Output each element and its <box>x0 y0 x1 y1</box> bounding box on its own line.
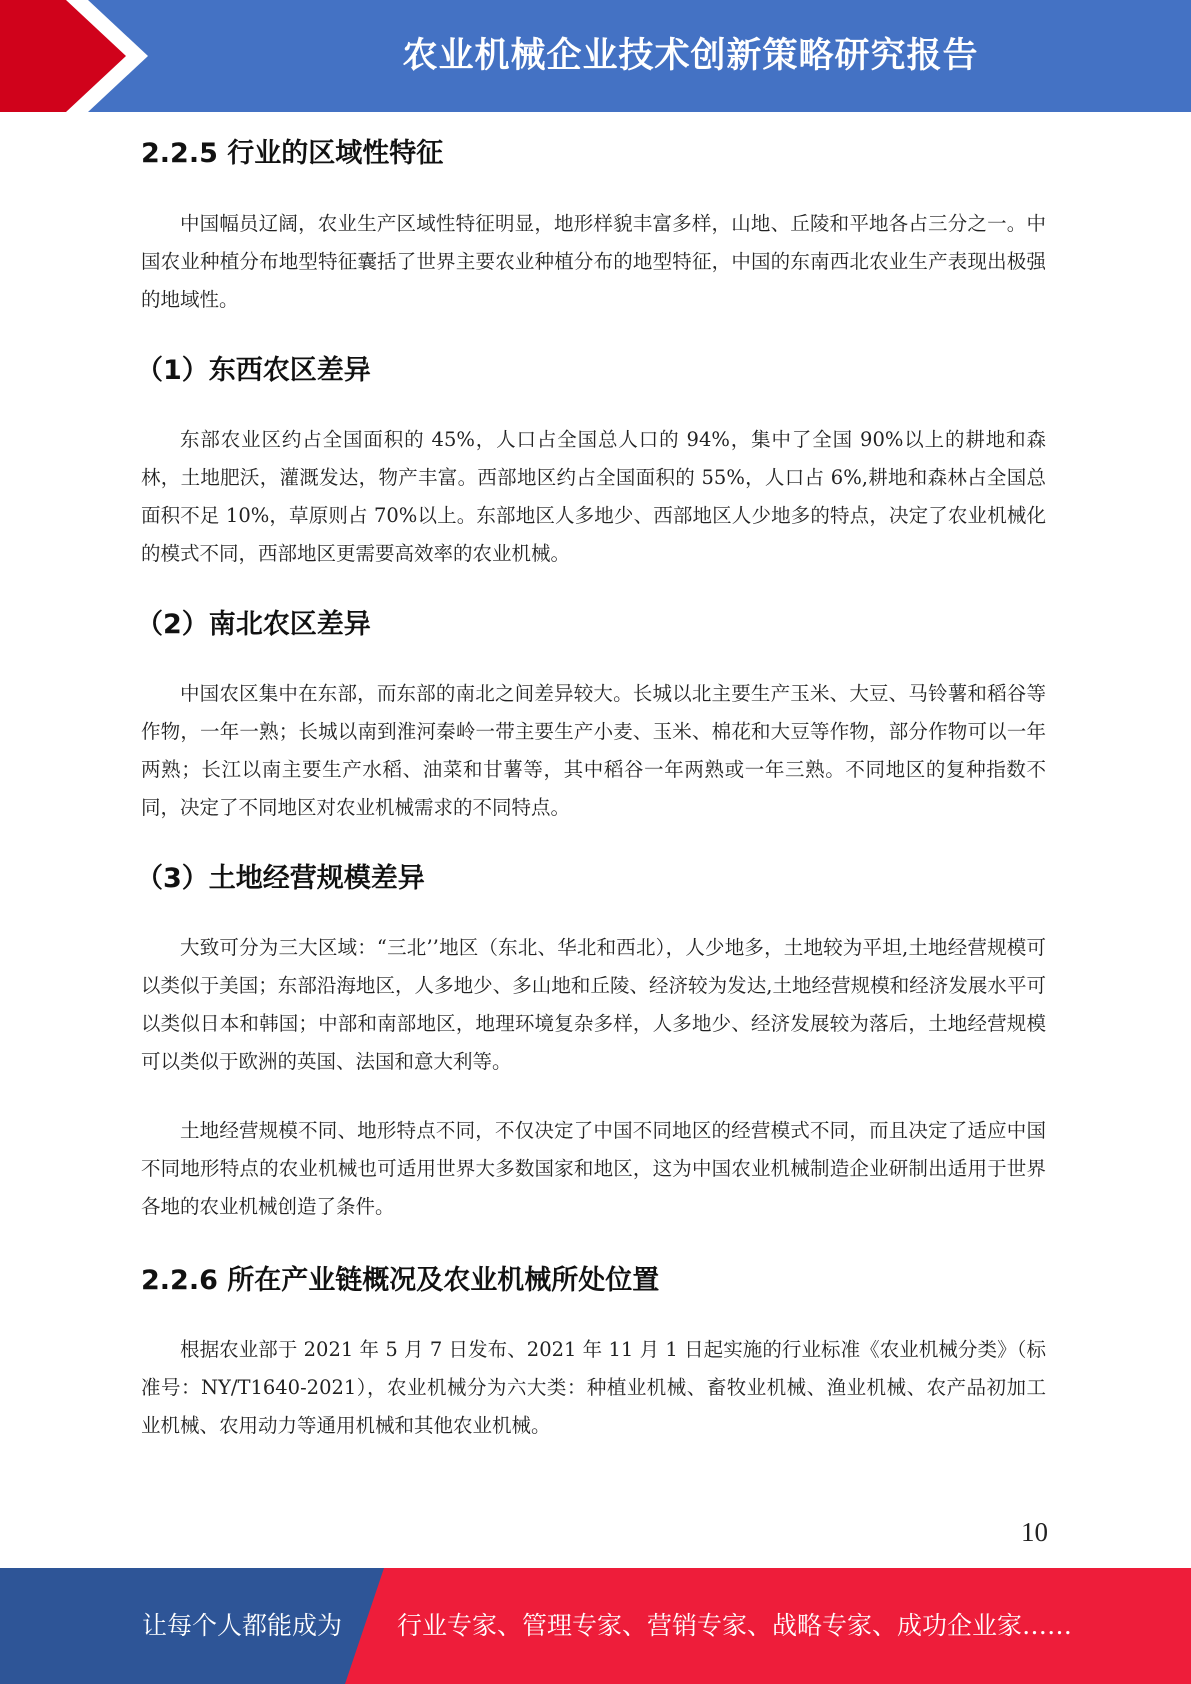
subheading-north-south: （2）南北农区差异 <box>136 609 371 640</box>
footer-slogan-right: 行业专家、管理专家、营销专家、战略专家、成功企业家…… <box>397 1611 1073 1640</box>
page-number: 10 <box>1021 1517 1048 1547</box>
paragraph-land-scale-conclusion: 土地经营规模不同、地形特点不同，不仅决定了中国不同地区的经营模式不同，而且决定了适应中国不同地形特点的农业机械也可适用世界大多数国家和地区，这为中国农业机械制造企业研制出适用于世界各地的农业机械创造了条件。 <box>141 1119 1046 1218</box>
paragraph-regional-overview: 中国幅员辽阔，农业生产区域性特征明显，地形样貌丰富多样，山地、丘陵和平地各占三分之一。中国农业种植分布地型特征囊括了世界主要农业种植分布的地型特征，中国的东南西北农业生产表现出极强的地域性。 <box>141 212 1046 311</box>
report-title: 农业机械企业技术创新策略研究报告 <box>402 36 979 76</box>
paragraph-north-south: 中国农区集中在东部，而东部的南北之间差异较大。长城以北主要生产玉米、大豆、马铃薯和稻谷等作物，一年一熟；长城以南到淮河秦岭一带主要生产小麦、玉米、棉花和大豆等作物，部分作物可以一年两熟；长江以南主要生产水稻、油菜和甘薯等，其中稻谷一年两熟或一年三熟。不同地区的复种指数不同，决定了不同地区对农业机械需求的不同特点。 <box>141 682 1046 819</box>
paragraph-east-west: 东部农业区约占全国面积的 45%，人口占全国总人口的 94%，集中了全国 90%以上的耕地和森林，土地肥沃，灌溉发达，物产丰富。西部地区约占全国面积的 55%，人口占 6%,耕地和森林占全国总面积不足 10%，草原则占 70%以上。东部地区人多地少、西部地区人少地多的特点，决定了农业机械化的模式不同，西部地区更需要高效率的农业机械。 <box>141 428 1046 565</box>
section-heading-2-2-5: 2.2.5 行业的区域性特征 <box>141 138 444 169</box>
paragraph-machinery-classification: 根据农业部于 2021 年 5 月 7 日发布、2021 年 11 月 1 日起实施的行业标准《农业机械分类》（标准号：NY/T1640-2021），农业机械分为六大类：种植业机械、畜牧业机械、渔业机械、农产品初加工业机械、农用动力等通用机械和其他农业机械。 <box>141 1338 1046 1437</box>
subheading-land-scale: （3）土地经营规模差异 <box>136 863 425 894</box>
footer-slogan-left: 让每个人都能成为 <box>142 1611 343 1640</box>
page-header <box>0 0 1191 112</box>
paragraph-land-scale-regions: 大致可分为三大区域：“三北’’地区（东北、华北和西北），人少地多，土地较为平坦,土地经营规模可以类似于美国；东部沿海地区，人多地少、多山地和丘陵、经济较为发达,土地经营规模和经济发展水平可以类似日本和韩国；中部和南部地区，地理环境复杂多样，人多地少、经济发展较为落后，土地经营规模可以类似于欧洲的英国、法国和意大利等。 <box>141 936 1046 1073</box>
section-heading-2-2-6: 2.2.6 所在产业链概况及农业机械所处位置 <box>141 1265 660 1296</box>
page-footer <box>0 1568 1191 1684</box>
subheading-east-west: （1）东西农区差异 <box>136 355 371 386</box>
